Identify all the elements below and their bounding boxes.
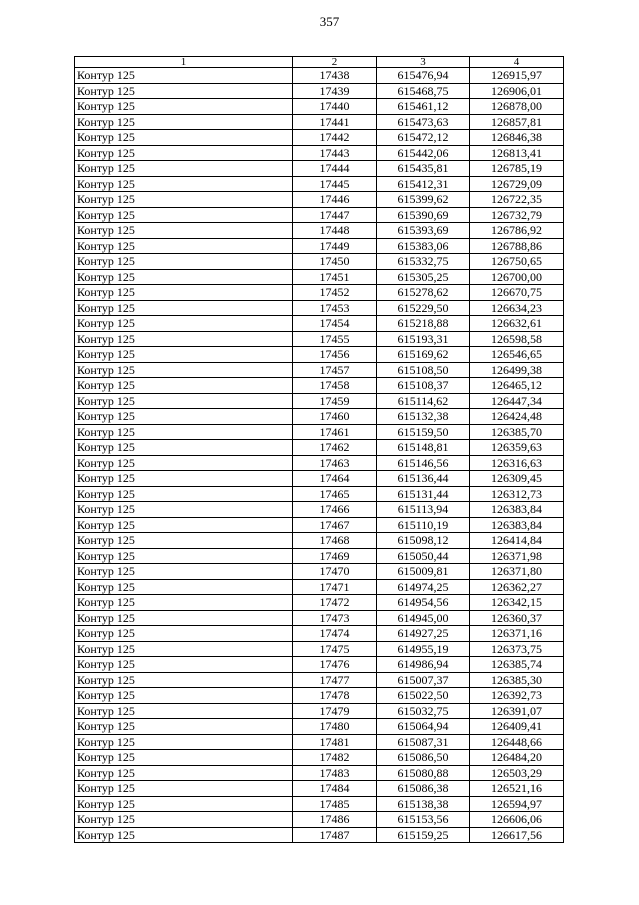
point-number-cell: 17452 [293, 285, 377, 301]
contour-name-cell: Контур 125 [75, 68, 293, 84]
y-coordinate-cell: 126385,70 [470, 424, 564, 440]
table-row [75, 502, 564, 518]
y-coordinate-cell: 126342,15 [470, 595, 564, 611]
y-coordinate-cell: 126606,06 [470, 812, 564, 828]
point-number-cell: 17479 [293, 703, 377, 719]
y-coordinate-cell: 126857,81 [470, 114, 564, 130]
contour-name-cell: Контур 125 [75, 347, 293, 363]
table-row [75, 114, 564, 130]
contour-name-cell: Контур 125 [75, 223, 293, 239]
x-coordinate-cell: 615399,62 [377, 192, 470, 208]
y-coordinate-cell: 126373,75 [470, 641, 564, 657]
point-number-cell: 17444 [293, 161, 377, 177]
y-coordinate-cell: 126634,23 [470, 300, 564, 316]
point-number-cell: 17471 [293, 579, 377, 595]
table-row [75, 176, 564, 192]
table-row [75, 579, 564, 595]
y-coordinate-cell: 126359,63 [470, 440, 564, 456]
x-coordinate-cell: 614986,94 [377, 657, 470, 673]
y-coordinate-cell: 126391,07 [470, 703, 564, 719]
y-coordinate-cell: 126632,61 [470, 316, 564, 332]
point-number-cell: 17481 [293, 734, 377, 750]
y-coordinate-cell: 126392,73 [470, 688, 564, 704]
contour-name-cell: Контур 125 [75, 486, 293, 502]
y-coordinate-cell: 126383,84 [470, 517, 564, 533]
contour-name-cell: Контур 125 [75, 409, 293, 425]
contour-name-cell: Контур 125 [75, 610, 293, 626]
point-number-cell: 17475 [293, 641, 377, 657]
table-row [75, 455, 564, 471]
y-coordinate-cell: 126813,41 [470, 145, 564, 161]
point-number-cell: 17445 [293, 176, 377, 192]
table-row [75, 548, 564, 564]
y-coordinate-cell: 126878,00 [470, 99, 564, 115]
y-coordinate-cell: 126788,86 [470, 238, 564, 254]
contour-name-cell: Контур 125 [75, 595, 293, 611]
table-row [75, 192, 564, 208]
contour-name-cell: Контур 125 [75, 750, 293, 766]
x-coordinate-cell: 615305,25 [377, 269, 470, 285]
contour-name-cell: Контур 125 [75, 781, 293, 797]
point-number-cell: 17469 [293, 548, 377, 564]
y-coordinate-cell: 126521,16 [470, 781, 564, 797]
table-row [75, 750, 564, 766]
table-row [75, 300, 564, 316]
point-number-cell: 17458 [293, 378, 377, 394]
point-number-cell: 17451 [293, 269, 377, 285]
y-coordinate-cell: 126594,97 [470, 796, 564, 812]
table-row [75, 688, 564, 704]
y-coordinate-cell: 126722,35 [470, 192, 564, 208]
table-row [75, 99, 564, 115]
contour-name-cell: Контур 125 [75, 641, 293, 657]
table-row [75, 254, 564, 270]
y-coordinate-cell: 126362,27 [470, 579, 564, 595]
contour-name-cell: Контур 125 [75, 161, 293, 177]
point-number-cell: 17480 [293, 719, 377, 735]
x-coordinate-cell: 615390,69 [377, 207, 470, 223]
x-coordinate-cell: 615087,31 [377, 734, 470, 750]
contour-name-cell: Контур 125 [75, 657, 293, 673]
contour-name-cell: Контур 125 [75, 269, 293, 285]
x-coordinate-cell: 615159,50 [377, 424, 470, 440]
table-row [75, 734, 564, 750]
table-row [75, 440, 564, 456]
x-coordinate-cell: 615086,50 [377, 750, 470, 766]
point-number-cell: 17464 [293, 471, 377, 487]
x-coordinate-cell: 615138,38 [377, 796, 470, 812]
table-row [75, 471, 564, 487]
point-number-cell: 17443 [293, 145, 377, 161]
x-coordinate-cell: 615146,56 [377, 455, 470, 471]
point-number-cell: 17447 [293, 207, 377, 223]
point-number-cell: 17466 [293, 502, 377, 518]
y-coordinate-cell: 126729,09 [470, 176, 564, 192]
y-coordinate-cell: 126414,84 [470, 533, 564, 549]
point-number-cell: 17460 [293, 409, 377, 425]
y-coordinate-cell: 126906,01 [470, 83, 564, 99]
y-coordinate-cell: 126312,73 [470, 486, 564, 502]
contour-name-cell: Контур 125 [75, 424, 293, 440]
point-number-cell: 17465 [293, 486, 377, 502]
table-row [75, 719, 564, 735]
contour-name-cell: Контур 125 [75, 502, 293, 518]
point-number-cell: 17459 [293, 393, 377, 409]
point-number-cell: 17474 [293, 626, 377, 642]
point-number-cell: 17441 [293, 114, 377, 130]
contour-name-cell: Контур 125 [75, 316, 293, 332]
table-row [75, 68, 564, 84]
y-coordinate-cell: 126785,19 [470, 161, 564, 177]
x-coordinate-cell: 615110,19 [377, 517, 470, 533]
y-coordinate-cell: 126484,20 [470, 750, 564, 766]
contour-name-cell: Контур 125 [75, 517, 293, 533]
contour-name-cell: Контур 125 [75, 99, 293, 115]
table-row [75, 812, 564, 828]
table-row [75, 564, 564, 580]
x-coordinate-cell: 615022,50 [377, 688, 470, 704]
x-coordinate-cell: 615153,56 [377, 812, 470, 828]
x-coordinate-cell: 615007,37 [377, 672, 470, 688]
y-coordinate-cell: 126503,29 [470, 765, 564, 781]
table-row [75, 269, 564, 285]
y-coordinate-cell: 126383,84 [470, 502, 564, 518]
table-body [75, 68, 564, 843]
y-coordinate-cell: 126309,45 [470, 471, 564, 487]
y-coordinate-cell: 126700,00 [470, 269, 564, 285]
table-row [75, 207, 564, 223]
column-header-2: 2 [293, 57, 377, 68]
column-header-4: 4 [470, 57, 564, 68]
contour-name-cell: Контур 125 [75, 192, 293, 208]
point-number-cell: 17477 [293, 672, 377, 688]
table-row [75, 641, 564, 657]
point-number-cell: 17476 [293, 657, 377, 673]
table-row [75, 161, 564, 177]
contour-name-cell: Контур 125 [75, 362, 293, 378]
x-coordinate-cell: 615131,44 [377, 486, 470, 502]
x-coordinate-cell: 615476,94 [377, 68, 470, 84]
contour-name-cell: Контур 125 [75, 688, 293, 704]
x-coordinate-cell: 615148,81 [377, 440, 470, 456]
point-number-cell: 17450 [293, 254, 377, 270]
x-coordinate-cell: 615064,94 [377, 719, 470, 735]
table-row [75, 223, 564, 239]
contour-name-cell: Контур 125 [75, 626, 293, 642]
contour-name-cell: Контур 125 [75, 285, 293, 301]
column-header-3: 3 [377, 57, 470, 68]
contour-name-cell: Контур 125 [75, 734, 293, 750]
table-row [75, 316, 564, 332]
point-number-cell: 17468 [293, 533, 377, 549]
point-number-cell: 17461 [293, 424, 377, 440]
point-number-cell: 17456 [293, 347, 377, 363]
y-coordinate-cell: 126360,37 [470, 610, 564, 626]
x-coordinate-cell: 615080,88 [377, 765, 470, 781]
y-coordinate-cell: 126424,48 [470, 409, 564, 425]
point-number-cell: 17448 [293, 223, 377, 239]
point-number-cell: 17470 [293, 564, 377, 580]
x-coordinate-cell: 615193,31 [377, 331, 470, 347]
table-row [75, 595, 564, 611]
point-number-cell: 17467 [293, 517, 377, 533]
y-coordinate-cell: 126371,98 [470, 548, 564, 564]
contour-name-cell: Контур 125 [75, 176, 293, 192]
contour-name-cell: Контур 125 [75, 238, 293, 254]
x-coordinate-cell: 615136,44 [377, 471, 470, 487]
y-coordinate-cell: 126385,30 [470, 672, 564, 688]
table-row [75, 83, 564, 99]
point-number-cell: 17482 [293, 750, 377, 766]
contour-name-cell: Контур 125 [75, 130, 293, 146]
table-row [75, 238, 564, 254]
y-coordinate-cell: 126499,38 [470, 362, 564, 378]
point-number-cell: 17485 [293, 796, 377, 812]
table-row [75, 145, 564, 161]
x-coordinate-cell: 615169,62 [377, 347, 470, 363]
x-coordinate-cell: 614955,19 [377, 641, 470, 657]
point-number-cell: 17463 [293, 455, 377, 471]
table-header [75, 57, 564, 68]
x-coordinate-cell: 615108,37 [377, 378, 470, 394]
header-row [75, 57, 564, 68]
point-number-cell: 17462 [293, 440, 377, 456]
contour-name-cell: Контур 125 [75, 579, 293, 595]
x-coordinate-cell: 615473,63 [377, 114, 470, 130]
contour-name-cell: Контур 125 [75, 207, 293, 223]
x-coordinate-cell: 614954,56 [377, 595, 470, 611]
point-number-cell: 17438 [293, 68, 377, 84]
y-coordinate-cell: 126598,58 [470, 331, 564, 347]
table-row [75, 610, 564, 626]
x-coordinate-cell: 615218,88 [377, 316, 470, 332]
point-number-cell: 17455 [293, 331, 377, 347]
y-coordinate-cell: 126546,65 [470, 347, 564, 363]
page-number: 357 [319, 14, 340, 29]
y-coordinate-cell: 126846,38 [470, 130, 564, 146]
contour-name-cell: Контур 125 [75, 114, 293, 130]
y-coordinate-cell: 126371,80 [470, 564, 564, 580]
x-coordinate-cell: 615108,50 [377, 362, 470, 378]
table-row [75, 409, 564, 425]
table-row [75, 517, 564, 533]
x-coordinate-cell: 614945,00 [377, 610, 470, 626]
point-number-cell: 17472 [293, 595, 377, 611]
table-row [75, 285, 564, 301]
x-coordinate-cell: 615332,75 [377, 254, 470, 270]
contour-name-cell: Контур 125 [75, 703, 293, 719]
y-coordinate-cell: 126447,34 [470, 393, 564, 409]
column-header-1: 1 [75, 57, 293, 68]
table-row [75, 657, 564, 673]
contour-name-cell: Контур 125 [75, 812, 293, 828]
contour-name-cell: Контур 125 [75, 672, 293, 688]
x-coordinate-cell: 615383,06 [377, 238, 470, 254]
y-coordinate-cell: 126385,74 [470, 657, 564, 673]
x-coordinate-cell: 614927,25 [377, 626, 470, 642]
contour-name-cell: Контур 125 [75, 796, 293, 812]
x-coordinate-cell: 615050,44 [377, 548, 470, 564]
contour-name-cell: Контур 125 [75, 393, 293, 409]
table-row [75, 827, 564, 843]
point-number-cell: 17484 [293, 781, 377, 797]
x-coordinate-cell: 615113,94 [377, 502, 470, 518]
table-row [75, 533, 564, 549]
contour-name-cell: Контур 125 [75, 455, 293, 471]
table-row [75, 331, 564, 347]
contour-name-cell: Контур 125 [75, 83, 293, 99]
table-row [75, 424, 564, 440]
point-number-cell: 17457 [293, 362, 377, 378]
point-number-cell: 17453 [293, 300, 377, 316]
y-coordinate-cell: 126371,16 [470, 626, 564, 642]
x-coordinate-cell: 614974,25 [377, 579, 470, 595]
point-number-cell: 17483 [293, 765, 377, 781]
contour-name-cell: Контур 125 [75, 564, 293, 580]
table-row [75, 672, 564, 688]
y-coordinate-cell: 126465,12 [470, 378, 564, 394]
x-coordinate-cell: 615032,75 [377, 703, 470, 719]
contour-name-cell: Контур 125 [75, 827, 293, 843]
x-coordinate-cell: 615132,38 [377, 409, 470, 425]
point-number-cell: 17454 [293, 316, 377, 332]
contour-name-cell: Контур 125 [75, 471, 293, 487]
x-coordinate-cell: 615159,25 [377, 827, 470, 843]
contour-name-cell: Контур 125 [75, 440, 293, 456]
point-number-cell: 17449 [293, 238, 377, 254]
coordinates-table [74, 56, 564, 843]
table-row [75, 626, 564, 642]
table-row [75, 765, 564, 781]
contour-name-cell: Контур 125 [75, 331, 293, 347]
table-row [75, 393, 564, 409]
point-number-cell: 17440 [293, 99, 377, 115]
x-coordinate-cell: 615393,69 [377, 223, 470, 239]
x-coordinate-cell: 615435,81 [377, 161, 470, 177]
point-number-cell: 17486 [293, 812, 377, 828]
y-coordinate-cell: 126786,92 [470, 223, 564, 239]
x-coordinate-cell: 615278,62 [377, 285, 470, 301]
point-number-cell: 17446 [293, 192, 377, 208]
y-coordinate-cell: 126316,63 [470, 455, 564, 471]
y-coordinate-cell: 126915,97 [470, 68, 564, 84]
contour-name-cell: Контур 125 [75, 378, 293, 394]
x-coordinate-cell: 615229,50 [377, 300, 470, 316]
contour-name-cell: Контур 125 [75, 145, 293, 161]
y-coordinate-cell: 126750,65 [470, 254, 564, 270]
table-row [75, 486, 564, 502]
table-row [75, 378, 564, 394]
y-coordinate-cell: 126448,66 [470, 734, 564, 750]
point-number-cell: 17473 [293, 610, 377, 626]
table-row [75, 703, 564, 719]
x-coordinate-cell: 615461,12 [377, 99, 470, 115]
x-coordinate-cell: 615442,06 [377, 145, 470, 161]
table-row [75, 347, 564, 363]
contour-name-cell: Контур 125 [75, 300, 293, 316]
point-number-cell: 17442 [293, 130, 377, 146]
y-coordinate-cell: 126732,79 [470, 207, 564, 223]
x-coordinate-cell: 615086,38 [377, 781, 470, 797]
table-row [75, 796, 564, 812]
table-row [75, 781, 564, 797]
point-number-cell: 17487 [293, 827, 377, 843]
x-coordinate-cell: 615472,12 [377, 130, 470, 146]
y-coordinate-cell: 126670,75 [470, 285, 564, 301]
point-number-cell: 17439 [293, 83, 377, 99]
y-coordinate-cell: 126409,41 [470, 719, 564, 735]
contour-name-cell: Контур 125 [75, 719, 293, 735]
contour-name-cell: Контур 125 [75, 533, 293, 549]
x-coordinate-cell: 615412,31 [377, 176, 470, 192]
x-coordinate-cell: 615114,62 [377, 393, 470, 409]
table-row [75, 362, 564, 378]
contour-name-cell: Контур 125 [75, 765, 293, 781]
y-coordinate-cell: 126617,56 [470, 827, 564, 843]
table-row [75, 130, 564, 146]
x-coordinate-cell: 615009,81 [377, 564, 470, 580]
point-number-cell: 17478 [293, 688, 377, 704]
contour-name-cell: Контур 125 [75, 254, 293, 270]
x-coordinate-cell: 615468,75 [377, 83, 470, 99]
contour-name-cell: Контур 125 [75, 548, 293, 564]
x-coordinate-cell: 615098,12 [377, 533, 470, 549]
